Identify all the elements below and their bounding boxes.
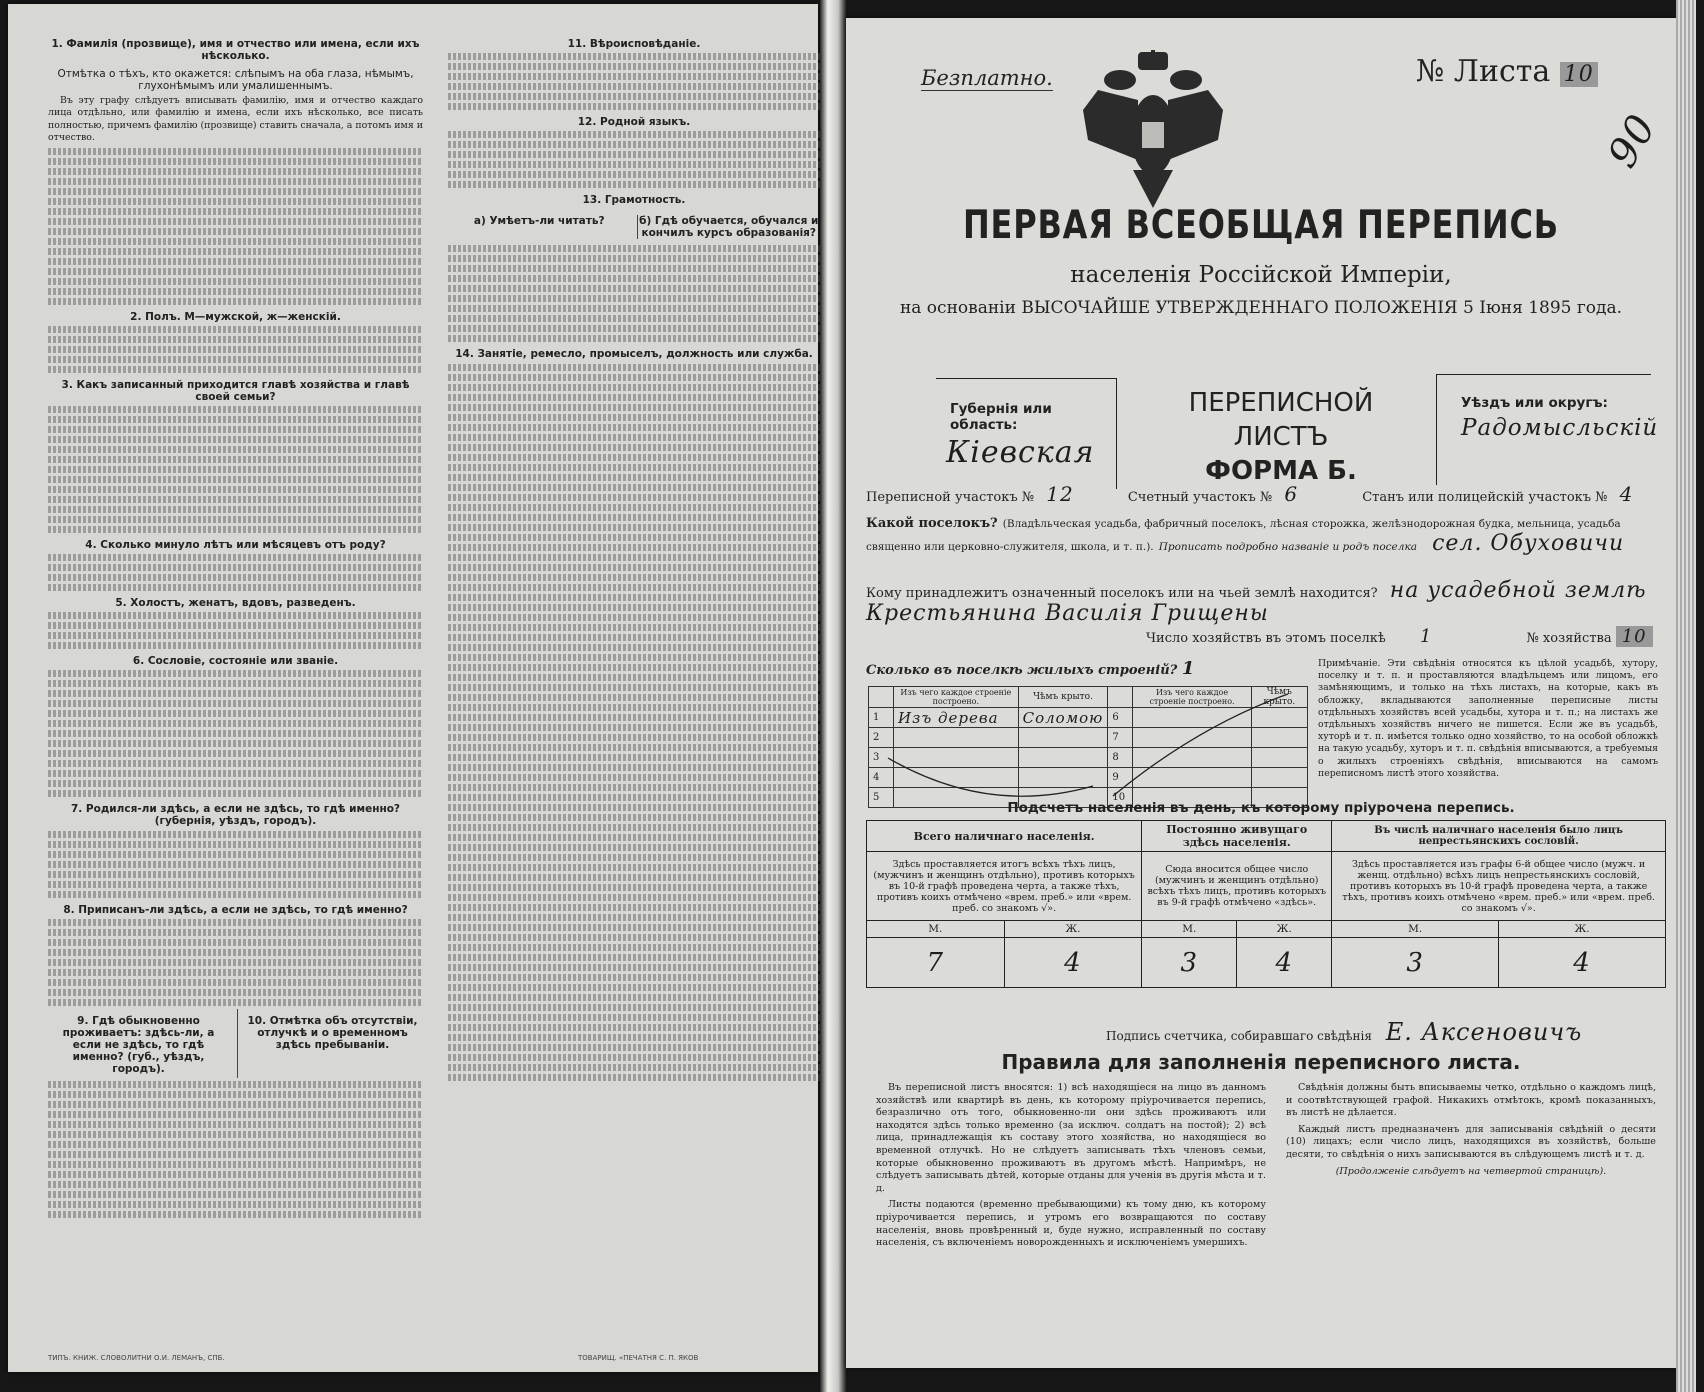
section-heading: 7. Родился-ли здѣсь, а если не здѣсь, то гдѣ именно? (губернія, уѣздъ, городъ). xyxy=(70,803,401,828)
buildings-col-material: Изъ чего каждое строеніе построено. xyxy=(894,687,1019,708)
buildings-col-roof: Чѣмъ крыто. xyxy=(1251,687,1307,708)
rules-paragraph: Листы подаются (временно пребывающими) къ тому дню, къ которому пріурочивается перепись, и утромъ его возвращаются по составу населенія, вновь провѣренный и, буде нужно, исправленный по составу населенія, съ включеніемъ новорожденныхъ и исключеніемъ умершихъ. xyxy=(876,1199,1266,1249)
building-row-number: 4 xyxy=(869,768,894,788)
building-row-number: 2 xyxy=(869,728,894,748)
rules-column-right xyxy=(1286,1082,1656,1178)
district-value: Радомысльскій xyxy=(1461,415,1659,441)
rules-continued: (Продолженіе слѣдуетъ на четвертой страницѣ). xyxy=(1335,1165,1607,1177)
count-col-permanent: Постоянно живущаго здѣсь населенія. xyxy=(1142,821,1332,852)
male-header: М. xyxy=(1332,921,1499,938)
imperial-eagle-emblem xyxy=(1078,50,1228,210)
counter-signature: Е. Аксеновичъ xyxy=(1385,1018,1583,1046)
building-material-value: Изъ дерева xyxy=(894,708,1019,728)
section-heading: 1. Фамилія (прозвище), имя и отчество или имена, если ихъ нѣсколько. xyxy=(51,38,420,63)
permanent-male-value: 3 xyxy=(1142,938,1237,988)
female-header: Ж. xyxy=(1004,921,1142,938)
settlement-value: сел. Обуховичи xyxy=(1432,531,1625,556)
section-heading: 13. Грамотность. xyxy=(582,194,686,207)
building-row-number: 5 xyxy=(869,788,894,808)
sheet-number-label: № Листа xyxy=(1416,54,1551,89)
section-heading: 8. Приписанъ-ли здѣсь, а если не здѣсь, то гдѣ именно? xyxy=(63,903,408,916)
sheet-number-value: 10 xyxy=(1560,62,1598,87)
building-row-number: 9 xyxy=(1108,768,1133,788)
household-number-value: 10 xyxy=(1616,626,1653,647)
households-value: 1 xyxy=(1419,626,1433,647)
female-header: Ж. xyxy=(1237,921,1332,938)
owner-label: Кому принадлежитъ означенный поселокъ или на чьей землѣ находится? xyxy=(866,586,1378,601)
census-subtitle: населенія Россійской Имперіи, xyxy=(1070,262,1452,288)
buildings-label: Сколько въ поселкѣ жилыхъ строеній? xyxy=(866,663,1178,678)
page-stack-edge xyxy=(1676,0,1696,1392)
building-row-number: 3 xyxy=(869,748,894,768)
settlement-hint-2: Прописать подробно названіе и родъ поселка xyxy=(1158,541,1417,553)
total-male-value: 7 xyxy=(867,938,1005,988)
total-female-value: 4 xyxy=(1004,938,1142,988)
rules-column-left xyxy=(876,1082,1266,1250)
buildings-row xyxy=(866,658,1195,679)
permanent-female-value: 4 xyxy=(1237,938,1332,988)
instructions-page xyxy=(8,4,818,1372)
rules-title: Правила для заполненія переписного листа. xyxy=(1001,1050,1521,1074)
nonpeasant-male-value: 3 xyxy=(1332,938,1499,988)
signature-row xyxy=(1106,1018,1582,1046)
section-heading: 5. Холостъ, женатъ, вдовъ, разведенъ. xyxy=(115,597,356,610)
section-heading: а) Умѣетъ-ли читать? xyxy=(473,215,605,228)
form-title-line-2: ФОРМА Б. xyxy=(1205,456,1357,486)
female-header: Ж. xyxy=(1499,921,1666,938)
male-header: М. xyxy=(1142,921,1237,938)
section-heading: 10. Отмѣтка объ отсутствіи, отлучкѣ и о временномъ здѣсь пребываніи. xyxy=(247,1014,418,1051)
buildings-note: Примѣчаніе. Эти свѣдѣнія относятся къ цѣлой усадьбѣ, хутору, поселку и т. п. и проставляются владѣльцемъ или лицомъ, его замѣняющимъ, и только на тѣхъ листахъ, на которые, какъ въ обложку, вкладываются заполненные переписные листы отдѣльныхъ хозяйствъ всей усадьбы, хутора и т. п.; на листахъ же отдѣльныхъ хозяйствъ ничего не пишется. Если же въ усадьбѣ, хуторѣ и т. п. имѣется только одно хозяйство, то на особой обложкѣ на такую усадьбу, хуторъ и т. п. свѣдѣнія вписываются, а требуемыя о жилыхъ строеніяхъ свѣдѣнія, вписываются на самомъ переписномъ листѣ этого хозяйства. xyxy=(1318,658,1658,779)
count-title: Подсчетъ населенія въ день, къ которому пріурочена перепись. xyxy=(1007,800,1515,816)
count-col-nonpeasant-text: Здѣсь проставляется изъ графы 6-й общее число (мужч. и женщ. отдѣльно) всѣхъ лицъ непрестьянскихъ сословій, противъ которыхъ въ 10-й графѣ проведена черта, а также тѣхъ, противъ коихъ отмѣчено «врем. преб.» или «врем. преб. со знакомъ √». xyxy=(1332,852,1666,921)
buildings-col-roof: Чѣмъ крыто. xyxy=(1018,687,1108,708)
settlement-label: Какой поселокъ? xyxy=(866,516,998,531)
household-number-label: № хозяйства xyxy=(1526,631,1612,646)
census-precinct-label: Переписной участокъ № xyxy=(866,490,1035,505)
owner-row xyxy=(866,578,1647,603)
instructions-column-1 xyxy=(48,32,423,1221)
count-col-total: Всего наличнаго населенія. xyxy=(867,821,1142,852)
section-heading: 12. Родной языкъ. xyxy=(577,116,691,129)
precinct-row xyxy=(866,482,1666,506)
section-heading: 2. Полъ. М—мужской, ж—женскій. xyxy=(130,310,341,323)
population-count-table xyxy=(866,820,1666,988)
census-precinct-value: 12 xyxy=(1046,482,1074,506)
section-heading: 9. Гдѣ обыкновенно проживаетъ: здѣсь-ли, а если не здѣсь, то гдѣ именно? (губ., уѣздъ, городъ). xyxy=(62,1014,215,1075)
households-label: Число хозяйствъ въ этомъ поселкѣ xyxy=(1146,631,1386,646)
free-label: Безплатно. xyxy=(921,66,1053,90)
count-col-total-text: Здѣсь проставляется итогъ всѣхъ тѣхъ лицъ, (мужчинъ и женщинъ отдѣльно), противъ которыхъ въ 10-й графѣ проведена черта, а также тѣхъ, противъ коихъ отмѣчено «врем. преб.» или «врем. преб. со знакомъ √». xyxy=(867,852,1142,921)
census-title: ПЕРВАЯ ВСЕОБЩАЯ ПЕРЕПИСЬ xyxy=(962,203,1560,248)
book-spine xyxy=(820,0,846,1392)
building-row-number: 7 xyxy=(1108,728,1133,748)
district-box xyxy=(1436,374,1659,485)
count-precinct-label: Счетный участокъ № xyxy=(1127,490,1273,505)
rules-paragraph: Каждый листъ предназначенъ для записыванія свѣдѣній о десяти (10) лицахъ; если число лицъ, находящихся въ хозяйствѣ, больше десяти, то свѣдѣнія о нихъ записываются въ слѣдующемъ листѣ и т. д. xyxy=(1286,1123,1656,1160)
buildings-col-material: Изъ чего каждое строеніе построено. xyxy=(1133,687,1251,708)
police-precinct-label: Станъ или полицейскій участокъ № xyxy=(1362,490,1608,505)
count-col-nonpeasant: Въ числѣ наличнаго населенія было лицъ непрестьянскихъ сословій. xyxy=(1332,821,1666,852)
buildings-table xyxy=(868,686,1308,808)
census-form-page xyxy=(846,18,1676,1368)
count-precinct-value: 6 xyxy=(1284,482,1299,506)
section-heading: Отмѣтка о тѣхъ, кто окажется: слѣпымъ на оба глаза, нѣмымъ, глухонѣмымъ или умалишеннымъ. xyxy=(57,68,414,93)
section-heading: 6. Сословіе, состояніе или званіе. xyxy=(132,655,339,668)
building-row-number: 10 xyxy=(1108,788,1133,808)
section-heading: 11. Вѣроисповѣданіе. xyxy=(567,38,701,50)
building-roof-value: Соломою xyxy=(1018,708,1108,728)
section-heading: б) Гдѣ обучается, обучался и кончилъ курсъ образованія? xyxy=(637,215,821,239)
section-heading: 4. Сколько минуло лѣтъ или мѣсяцевъ отъ роду? xyxy=(85,539,386,552)
rules-paragraph: Свѣдѣнія должны быть вписываемы четко, отдѣльно о каждомъ лицѣ, и соотвѣтствующей графой. Никакихъ отмѣтокъ, кромѣ показанныхъ, въ листѣ не дѣлается. xyxy=(1286,1082,1656,1119)
households-row xyxy=(1146,626,1653,647)
section-heading: 3. Какъ записанный приходится главѣ хозяйства и главѣ своей семьи? xyxy=(61,378,410,403)
rules-paragraph: Въ переписной листъ вносятся: 1) всѣ находящіеся на лицо въ данномъ хозяйствѣ или квартирѣ въ день, къ которому пріурочивается перепись, безразлично отъ того, обыкновенно-ли они здѣсь проживаютъ или находятся здѣсь только временно (за исключ. солдатъ на постой); 2) всѣ лица, принадлежащія къ составу этого хозяйства, но находящіеся во временной отлучкѣ. Но не слѣдуетъ записывать тѣхъ членовъ семьи, которые обыкновенно проживаютъ въ другомъ мѣстѣ. Напримѣръ, не слѣдуетъ записывать дѣтей, которые отданы для ученія въ другія мѣста и т. д. xyxy=(876,1082,1266,1194)
male-header: М. xyxy=(867,921,1005,938)
section-heading: 14. Занятіе, ремесло, промыселъ, должность или служба. xyxy=(455,348,813,361)
province-box xyxy=(936,378,1117,489)
count-col-permanent-text: Сюда вносится общее число (мужчинъ и женщинъ отдѣльно) всѣхъ тѣхъ лицъ, противъ которыхъ въ 9-й графѣ отмѣчено «здѣсь». xyxy=(1142,852,1332,921)
form-title xyxy=(1166,386,1396,488)
instructions-column-2 xyxy=(448,32,820,1084)
settlement-hint: (Владѣльческая усадьба, фабричный поселокъ, лѣсная сторожка, желѣзнодорожная будка, мельница, усадьба священно или церковно-служителя, школа, и т. п.). xyxy=(866,518,1621,553)
owner-value-2: Крестьянина Василія Грищены xyxy=(866,601,1269,626)
building-row-number: 6 xyxy=(1108,708,1133,728)
sheet-number xyxy=(1416,54,1598,89)
printer-imprint: ТИПЪ. КНИЖ. СЛОВОЛИТНИ О.И. ЛЕМАНЪ, СПБ. xyxy=(48,1354,225,1362)
paragraph: Въ эту графу слѣдуетъ вписывать фамилію, имя и отчество каждаго лица отдѣльно, или фамилію и имена, если ихъ нѣсколько, все писать полностью, причемъ фамилію (прозвище) ставить сначала, а потомъ имя и отчество. xyxy=(48,95,423,143)
strike-through-lines xyxy=(868,686,1308,816)
buildings-value: 1 xyxy=(1181,658,1196,679)
census-basis: на основаніи ВЫСОЧАЙШЕ УТВЕРЖДЕННАГО ПОЛОЖЕНІЯ 5 Іюня 1895 года. xyxy=(899,298,1623,318)
settlement-row xyxy=(866,512,1666,556)
police-precinct-value: 4 xyxy=(1619,482,1634,506)
province-value: Кіевская xyxy=(946,435,1095,470)
corner-mark: 90 xyxy=(1599,106,1666,176)
signature-label: Подпись счетчика, собиравшаго свѣдѣнія xyxy=(1106,1029,1372,1043)
printer-imprint: ТОВАРИЩ. «ПЕЧАТНЯ С. П. ЯКОВ xyxy=(578,1354,699,1362)
owner-value-1: на усадебной землѣ xyxy=(1389,578,1647,603)
building-row-number: 1 xyxy=(869,708,894,728)
building-row-number: 8 xyxy=(1108,748,1133,768)
district-label: Уѣздъ или округъ: xyxy=(1461,395,1608,411)
form-title-line-1: ПЕРЕПИСНОЙ ЛИСТЪ xyxy=(1188,388,1374,452)
nonpeasant-female-value: 4 xyxy=(1499,938,1666,988)
province-label: Губернія или область: xyxy=(950,401,1052,433)
